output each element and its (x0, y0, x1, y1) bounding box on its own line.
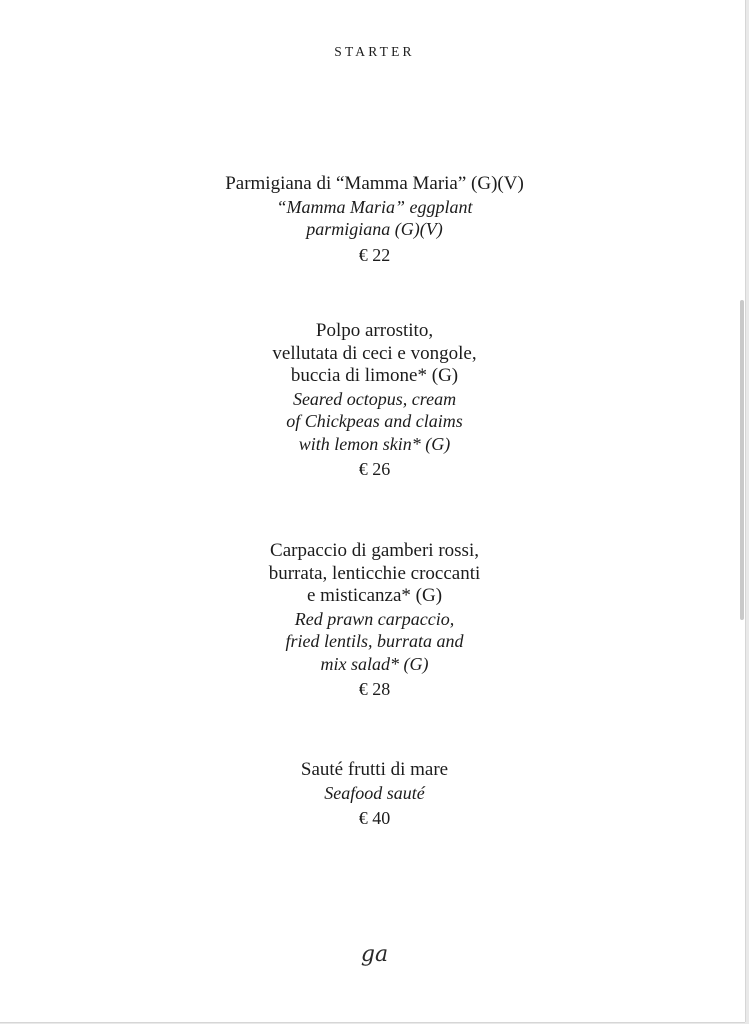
dish-name-italian: e misticanza* (G) (306, 585, 443, 606)
dish-price: € 28 (358, 679, 391, 699)
dish-name-italian: Parmigiana di “Mamma Maria” (G)(V) (225, 173, 524, 194)
dish-name-english: fried lentils, burrata and (285, 631, 464, 651)
dish-name-english: with lemon skin* (G) (298, 433, 451, 454)
dish-name-english: Red prawn carpaccio, (294, 608, 455, 629)
dish-name-english: parmigiana (G)(V) (306, 219, 443, 239)
dish-name-italian: Sauté frutti di mare (300, 759, 449, 780)
restaurant-logo: ga (360, 942, 389, 967)
dish-price: € 26 (358, 459, 391, 479)
dish-item (0, 173, 749, 267)
vertical-scrollbar[interactable] (740, 300, 744, 620)
dish-item (0, 320, 749, 481)
dish-price: € 22 (358, 244, 391, 265)
dish-name-english: mix salad* (G) (320, 653, 429, 674)
dish-name-english: of Chickpeas and claims (286, 411, 463, 431)
dish-name-italian: vellutata di ceci e vongole, (272, 342, 477, 364)
dish-price: € 40 (358, 808, 391, 828)
dish-name-italian: buccia di limone* (G) (290, 365, 459, 386)
dish-item (0, 759, 749, 830)
dish-name-english: Seafood sauté (324, 782, 425, 803)
section-title: STARTER (334, 44, 415, 59)
dish-name-english: “Mamma Maria” eggplant (276, 196, 473, 217)
dish-item (0, 540, 749, 701)
dish-name-english: Seared octopus, cream (292, 388, 457, 409)
dish-name-italian: Carpaccio di gamberi rossi, (270, 540, 479, 561)
dish-name-italian: Polpo arrostito, (315, 320, 434, 341)
dish-name-italian: burrata, lenticchie croccanti (268, 562, 481, 584)
